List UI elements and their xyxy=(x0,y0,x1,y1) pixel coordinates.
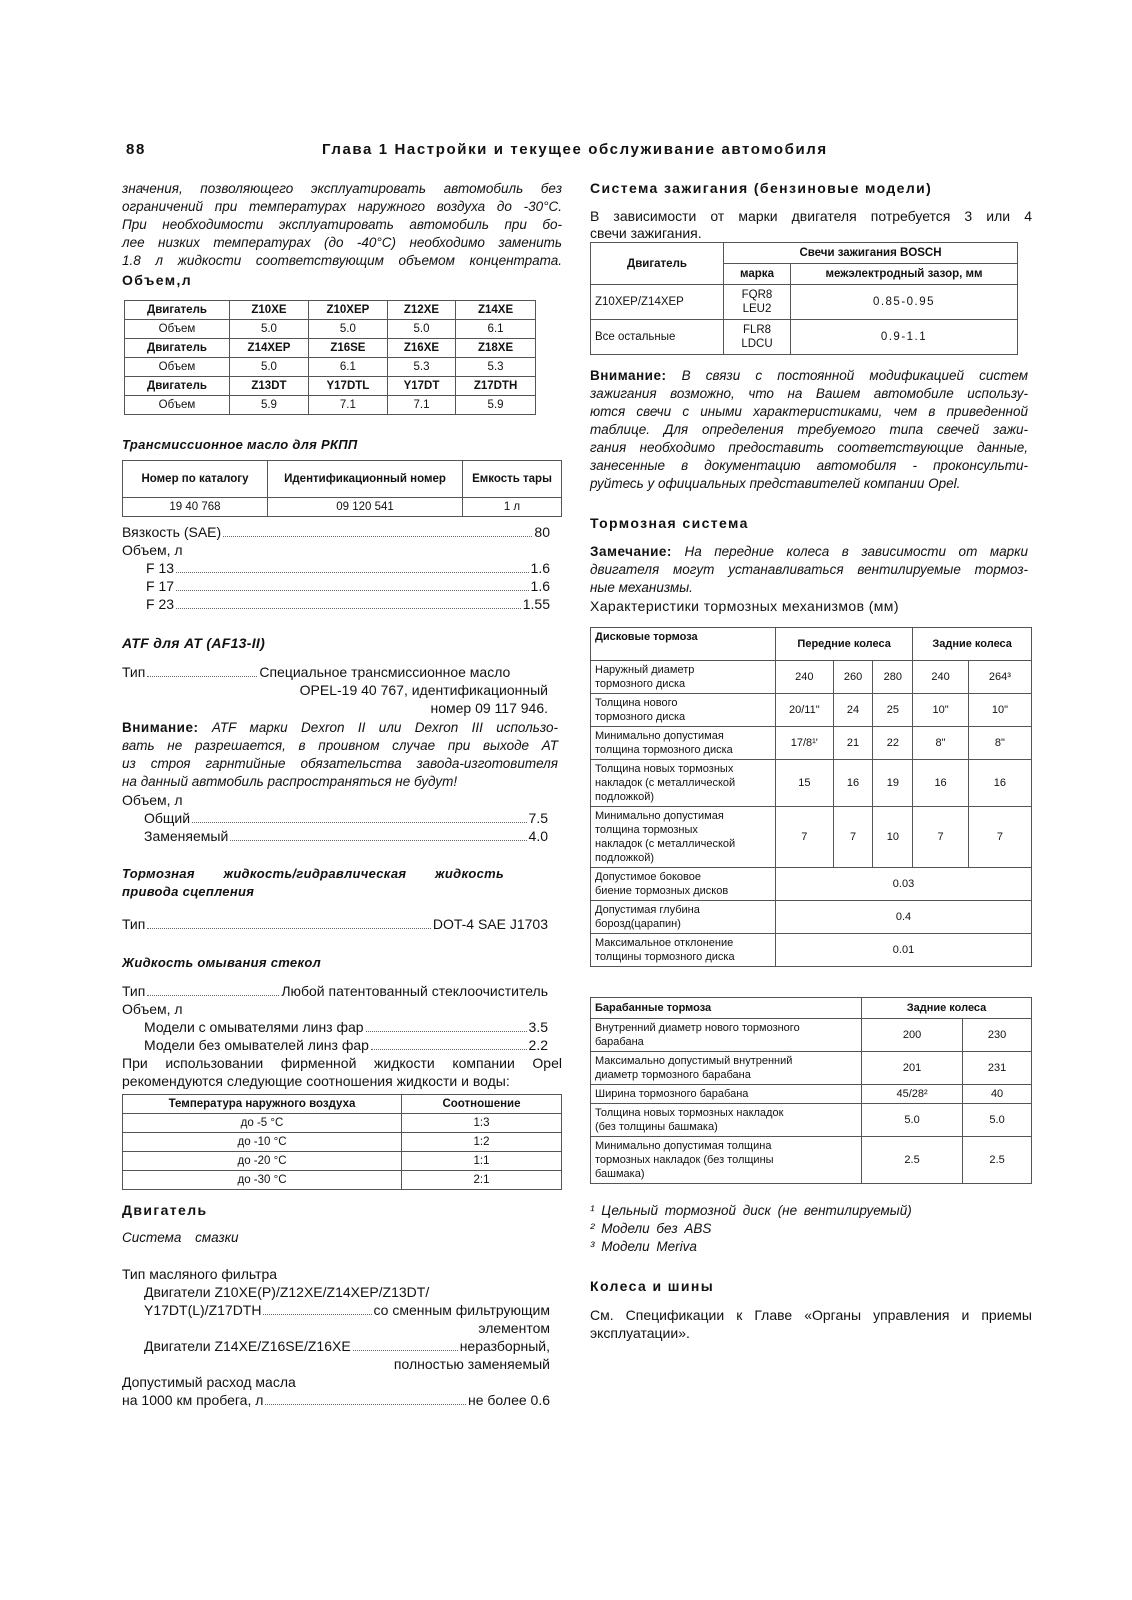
disc-value: 10" xyxy=(913,694,969,727)
th-engine: Двигатель xyxy=(591,243,724,285)
disc-value: 16 xyxy=(833,760,873,807)
param-line: тормозного диска xyxy=(595,678,686,690)
spark-plug-table xyxy=(590,242,1018,355)
drum-value: 5.0 xyxy=(963,1104,1032,1137)
volume-row-f13 xyxy=(122,559,550,577)
drum-value: 231 xyxy=(963,1052,1032,1085)
filter-line-value: со сменным фильтрующим xyxy=(373,1302,550,1318)
th-catalog: Номер по каталогу xyxy=(123,461,268,498)
disc-value: 0.01 xyxy=(776,934,1032,967)
engine-title: Двигатель xyxy=(122,1202,208,1218)
disc-value: 7 xyxy=(776,807,834,868)
table-row xyxy=(125,396,536,415)
disc-value: 240 xyxy=(776,661,834,694)
volume-cell: 6.1 xyxy=(456,320,536,339)
atf-type-block xyxy=(122,663,548,717)
param-line: Толщина нового xyxy=(595,697,678,709)
table-row xyxy=(591,901,1032,934)
disc-param-name xyxy=(591,901,776,934)
disc-value: 8" xyxy=(913,727,969,760)
filter-line: полностью заменяемый xyxy=(393,1356,550,1372)
param-line: диаметр тормозного барабана xyxy=(595,1069,751,1081)
drum-param-name xyxy=(591,1019,862,1052)
disc-value: 10" xyxy=(968,694,1031,727)
plug-engine: Z10XEP/Z14XEP xyxy=(591,285,724,320)
table-row xyxy=(125,320,536,339)
footnotes xyxy=(590,1202,1032,1256)
disc-value: 8" xyxy=(968,727,1031,760)
table-row xyxy=(591,1104,1032,1137)
param-line: Допустимая глубина xyxy=(595,904,700,916)
brake-fluid-type-row xyxy=(122,915,548,933)
washer-volumes xyxy=(122,1018,548,1054)
intro-paragraph xyxy=(122,180,562,270)
volume-row-value: 1.55 xyxy=(522,596,550,612)
oil-consumption-title: Допустимый расход масла xyxy=(122,1374,296,1390)
table-row xyxy=(123,1114,562,1133)
page-number: 88 xyxy=(126,141,146,158)
ratio-cell: 1:2 xyxy=(402,1133,562,1152)
engine-cell: Z16XE xyxy=(387,339,455,358)
viscosity-label: Вязкость (SAE) xyxy=(122,524,222,540)
drum-param-name xyxy=(591,1052,862,1085)
volume-row-value: 1.6 xyxy=(530,560,550,576)
trans-oil-title: Трансмиссионное масло для РКПП xyxy=(122,437,358,452)
volume-row-f17 xyxy=(122,577,550,595)
td-id: 09 120 541 xyxy=(268,498,463,517)
volume-cell: 5.3 xyxy=(387,358,455,377)
param-line: Максимальное отклонение xyxy=(595,937,734,949)
engine-cell: Z16SE xyxy=(308,339,387,358)
disc-param-name xyxy=(591,694,776,727)
plug-engine: Все остальные xyxy=(591,320,724,355)
note-label: Замечание: xyxy=(590,544,672,559)
drum-param-name xyxy=(591,1137,862,1184)
oil-filter-block xyxy=(122,1265,550,1409)
atf-volume-row-label: Общий xyxy=(144,810,191,826)
table-row xyxy=(123,1152,562,1171)
engine-cell: Z17DTH xyxy=(456,377,536,396)
volume-cell: 5.3 xyxy=(456,358,536,377)
washer-ratio-table xyxy=(122,1094,562,1190)
washer-volume-label xyxy=(122,1000,562,1018)
volume-row-label: F 23 xyxy=(146,596,175,612)
engine-cell: Z12XE xyxy=(387,301,455,320)
filter-line-label: Двигатели Z14XE/Z16SE/Z16XE xyxy=(144,1338,351,1354)
table-row xyxy=(591,727,1032,760)
viscosity-row xyxy=(122,523,550,541)
wheels-text xyxy=(590,1306,1032,1342)
washer-volume-row-label: Модели с омывателями линз фар xyxy=(144,1019,364,1035)
disc-value: 17/8¹' xyxy=(776,727,834,760)
ratio-cell: 2:1 xyxy=(402,1171,562,1190)
disc-value: 264³ xyxy=(968,661,1031,694)
text-line: См. Спецификации к Главе «Органы управления и приемы xyxy=(590,1307,1032,1323)
table-row xyxy=(591,1019,1032,1052)
text-line: ные механизмы. xyxy=(590,580,693,595)
param-line: Наружный диаметр xyxy=(595,664,695,676)
engine-cell: Z10XE xyxy=(230,301,309,320)
disc-param-name xyxy=(591,727,776,760)
drum-value: 200 xyxy=(862,1019,963,1052)
disc-value: 7 xyxy=(833,807,873,868)
ratio-cell: 1:1 xyxy=(402,1152,562,1171)
table-row xyxy=(125,301,536,320)
param-line: Минимально допустимая толщина xyxy=(595,1140,772,1152)
volume-label xyxy=(122,541,550,559)
footnote: ² Модели без ABS xyxy=(590,1221,712,1236)
param-line: Минимально допустимая xyxy=(595,810,724,822)
volume-cell: 5.9 xyxy=(456,396,536,415)
filter-type-label: Тип масляного фильтра xyxy=(122,1266,278,1282)
text-line: ются свечи с иными характеристиками, чем в приведенной xyxy=(590,404,1028,419)
text-line: Тормозная жидкость/гидравлическая жидкость xyxy=(122,866,504,881)
th-rear: Задние колеса xyxy=(913,628,1032,661)
text-line: руйтесь у официальных представителей компании Opel. xyxy=(590,476,961,491)
table-row xyxy=(591,661,1032,694)
disc-value: 7 xyxy=(913,807,969,868)
text-line: ограничений при температурах наружного воздуха до -30°C. xyxy=(122,199,562,214)
drum-value: 45/28² xyxy=(862,1085,963,1104)
text-line: значения, позволяющего эксплуатировать автомобиль без xyxy=(122,181,562,196)
engine-cell: Двигатель xyxy=(125,377,230,396)
atf-warning-label: Внимание: xyxy=(122,720,199,735)
table-row xyxy=(123,1133,562,1152)
drum-value: 2.5 xyxy=(963,1137,1032,1184)
volume-cell: 5.0 xyxy=(230,358,309,377)
disc-value: 22 xyxy=(873,727,913,760)
atf-volume-row-value: 4.0 xyxy=(528,828,548,844)
drum-brake-table xyxy=(590,997,1032,1184)
volume-cell: 5.0 xyxy=(230,320,309,339)
drum-value: 5.0 xyxy=(862,1104,963,1137)
ratio-cell: до -20 °C xyxy=(123,1152,402,1171)
volume-cell: Объем xyxy=(125,358,230,377)
param-line: Максимально допустимый внутренний xyxy=(595,1055,793,1067)
disc-value: 24 xyxy=(833,694,873,727)
washer-volume-label-text: Объем, л xyxy=(122,1001,183,1017)
oil-consumption-value: не более 0.6 xyxy=(468,1392,550,1408)
drum-param-name xyxy=(591,1085,862,1104)
text-line: свечи зажигания. xyxy=(590,225,702,241)
engine-cell: Двигатель xyxy=(125,339,230,358)
text-line: зажигания возможно, что на Вашем автомобиле использу- xyxy=(590,386,1028,401)
volume-label-text: Объем, л xyxy=(122,542,183,558)
table-row xyxy=(125,358,536,377)
disc-value: 25 xyxy=(873,694,913,727)
param-line: толщина тормозного диска xyxy=(595,744,733,756)
volume-cell: 5.9 xyxy=(230,396,309,415)
text-line: 1.8 л жидкости соответствующим объемом концентрата. xyxy=(122,253,562,268)
atf-volume-label: Объем, л xyxy=(122,792,183,808)
atf-volume-row-label: Заменяемый xyxy=(144,828,229,844)
text-line: При использовании фирменной жидкости компании Opel xyxy=(122,1055,562,1071)
engine-volume-table xyxy=(124,300,536,415)
param-line: толщины тормозного диска xyxy=(595,951,735,963)
ratio-cell: до -10 °C xyxy=(123,1133,402,1152)
text-line: В связи с постоянной модификацией систем xyxy=(681,368,1028,383)
th-disc: Дисковые тормоза xyxy=(591,628,776,661)
brake-fluid-type-label: Тип xyxy=(122,916,146,932)
param-line: Толщина новых тормозных xyxy=(595,763,734,775)
volume-cell: 5.0 xyxy=(308,320,387,339)
disc-brake-table xyxy=(590,627,1032,967)
washer-volume-row-value: 3.5 xyxy=(528,1019,548,1035)
engine-cell: Двигатель xyxy=(125,301,230,320)
drum-value: 201 xyxy=(862,1052,963,1085)
param-line: накладок (с металлической xyxy=(595,838,736,850)
th-plugs: Свечи зажигания BOSCH xyxy=(724,243,1018,264)
param-line: подложкой) xyxy=(595,852,655,864)
volume-cell: 7.1 xyxy=(387,396,455,415)
washer-note xyxy=(122,1054,562,1090)
viscosity-value: 80 xyxy=(534,524,550,540)
brake-fluid-title xyxy=(122,865,504,901)
plug-brand-line: FQR8 xyxy=(741,289,773,301)
right-column xyxy=(590,180,1032,1342)
atf-type-line: номер 09 117 946. xyxy=(430,700,548,716)
attention-label: Внимание: xyxy=(590,368,667,383)
text-line: привода сцепления xyxy=(122,884,255,899)
disc-value: 280 xyxy=(873,661,913,694)
disc-param-name xyxy=(591,760,776,807)
disc-param-name xyxy=(591,868,776,901)
param-line: башмака) xyxy=(595,1168,645,1180)
ignition-attention xyxy=(590,367,1028,493)
washer-title: Жидкость омывания стекол xyxy=(122,955,321,970)
param-line: борозд(царапин) xyxy=(595,918,681,930)
volume-row-f23 xyxy=(122,595,550,613)
brake-system-title: Тормозная система xyxy=(590,515,749,531)
footnote: ³ Модели Meriva xyxy=(590,1239,697,1254)
th-brand: марка xyxy=(724,264,791,285)
filter-line: Двигатели Z10XE(P)/Z12XE/Z14XEP/Z13DT/ xyxy=(144,1284,430,1300)
param-line: подложкой) xyxy=(595,791,655,803)
param-line: Ширина тормозного барабана xyxy=(595,1088,749,1100)
atf-warning xyxy=(122,719,558,791)
disc-value: 16 xyxy=(913,760,969,807)
table-row xyxy=(591,760,1032,807)
th-id: Идентификационный номер xyxy=(268,461,463,498)
engine-cell: Z18XE xyxy=(456,339,536,358)
volume-row-value: 1.6 xyxy=(530,578,550,594)
text-line: рекомендуются следующие соотношения жидкости и воды: xyxy=(122,1073,510,1089)
volume-row-label: F 13 xyxy=(146,560,175,576)
disc-value: 7 xyxy=(968,807,1031,868)
text-line: таблице. Для определения требуемого типа свечей зажи- xyxy=(590,422,1028,437)
engine-cell: Z14XEP xyxy=(230,339,309,358)
volume-row-label: F 17 xyxy=(146,578,175,594)
td-capacity: 1 л xyxy=(463,498,562,517)
param-line: Внутренний диаметр нового тормозного xyxy=(595,1022,800,1034)
disc-value: 0.03 xyxy=(776,868,1032,901)
table-row xyxy=(591,1137,1032,1184)
brake-fluid-type-value: DOT-4 SAE J1703 xyxy=(432,916,548,932)
disc-value: 19 xyxy=(873,760,913,807)
disc-param-name xyxy=(591,807,776,868)
disc-value: 260 xyxy=(833,661,873,694)
brake-note xyxy=(590,543,1028,597)
volume-cell: Объем xyxy=(125,320,230,339)
atf-type-label: Тип xyxy=(122,664,146,680)
text-line: лее низких температурах (до -40°C) необходимо заменить xyxy=(122,235,562,250)
brake-spec-line: Характеристики тормозных механизмов (мм) xyxy=(590,598,899,614)
ratio-header: Соотношение xyxy=(402,1095,562,1114)
plug-brand-line: LEU2 xyxy=(742,303,772,315)
text-line: на данный автмобиль распространяться не будут! xyxy=(122,774,458,789)
footnote: ¹ Цельный тормозной диск (не вентилируемый) xyxy=(590,1203,912,1218)
filter-line: элементом xyxy=(478,1320,550,1336)
table-row xyxy=(123,1171,562,1190)
washer-type-value: Любой патентованный стеклоочиститель xyxy=(281,983,548,999)
table-row xyxy=(591,1085,1032,1104)
text-line: При необходимости эксплуатировать автомобиль при бо- xyxy=(122,217,562,232)
table-row xyxy=(591,934,1032,967)
table-row xyxy=(125,377,536,396)
disc-value: 240 xyxy=(913,661,969,694)
volume-cell: 6.1 xyxy=(308,358,387,377)
th-drum-rear: Задние колеса xyxy=(862,998,1032,1019)
param-line: Минимально допустимая xyxy=(595,730,724,742)
text-line: эксплуатации». xyxy=(590,1325,690,1341)
disc-value: 0.4 xyxy=(776,901,1032,934)
table-row xyxy=(591,807,1032,868)
text-line: занесенные в документацию автомобиля - проконсульти- xyxy=(590,458,1028,473)
disc-value: 10 xyxy=(873,807,913,868)
param-line: Толщина новых тормозных накладок xyxy=(595,1107,784,1119)
th-gap: межэлектродный зазор, мм xyxy=(791,264,1018,285)
chapter-title: Глава 1 Настройки и текущее обслуживание автомобиля xyxy=(322,141,828,158)
ignition-title: Система зажигания (бензиновые модели) xyxy=(590,180,933,196)
text-line: На передние колеса в зависимости от марки xyxy=(684,544,1028,559)
param-line: накладок (с металлической xyxy=(595,777,736,789)
drum-param-name xyxy=(591,1104,862,1137)
ratio-cell: 1:3 xyxy=(402,1114,562,1133)
table-row xyxy=(125,339,536,358)
engine-cell: Z14XE xyxy=(456,301,536,320)
engine-cell: Z13DT xyxy=(230,377,309,396)
disc-value: 21 xyxy=(833,727,873,760)
plug-brand xyxy=(724,320,791,355)
disc-value: 15 xyxy=(776,760,834,807)
washer-type-row xyxy=(122,982,548,1000)
oil-consumption-label: на 1000 км пробега, л xyxy=(122,1392,264,1408)
engine-cell: Y17DT xyxy=(387,377,455,396)
filter-line-label: Y17DT(L)/Z17DTH xyxy=(144,1302,262,1318)
table-row xyxy=(591,1052,1032,1085)
text-line: вать не разрешается, в проивном случае при выходе AT xyxy=(122,738,558,753)
volume-cell: Объем xyxy=(125,396,230,415)
lube-title: Система смазки xyxy=(122,1230,239,1245)
th-front: Передние колеса xyxy=(776,628,913,661)
text-line: гания необходимо предоставить соответствующие данные, xyxy=(590,440,1028,455)
disc-param-name xyxy=(591,934,776,967)
wheels-title: Колеса и шины xyxy=(590,1278,715,1294)
table-header-row xyxy=(123,1095,562,1114)
washer-volume-row-value: 2.2 xyxy=(528,1037,548,1053)
param-line: Допустимое боковое xyxy=(595,871,701,883)
disc-param-name xyxy=(591,661,776,694)
param-line: тормозных накладок (без толщины xyxy=(595,1154,774,1166)
ratio-cell: до -30 °C xyxy=(123,1171,402,1190)
drum-value: 230 xyxy=(963,1019,1032,1052)
text-line: из строя гарнтийные обязательства завода-изготовителя xyxy=(122,756,558,771)
ignition-text xyxy=(590,208,1032,242)
table-row xyxy=(591,868,1032,901)
ratio-cell: до -5 °C xyxy=(123,1114,402,1133)
drum-value: 2.5 xyxy=(862,1137,963,1184)
volume-cell: 5.0 xyxy=(387,320,455,339)
text-line: двигателя могут устанавливаться вентилируемые тормоз- xyxy=(590,562,1028,577)
left-column xyxy=(122,180,562,1409)
th-drum: Барабанные тормоза xyxy=(591,998,862,1019)
atf-volume-row-value: 7.5 xyxy=(528,810,548,826)
param-line: (без толщины башмака) xyxy=(595,1121,718,1133)
plug-gap: 0.85-0.95 xyxy=(791,285,1018,320)
param-line: тормозного диска xyxy=(595,711,686,723)
volume-cell: 7.1 xyxy=(308,396,387,415)
plug-gap: 0.9-1.1 xyxy=(791,320,1018,355)
atf-type-line: OPEL-19 40 767, идентификационный xyxy=(299,682,548,698)
atf-volume-block xyxy=(122,791,548,845)
plug-brand-line: FLR8 xyxy=(742,324,772,336)
engine-cell: Y17DTL xyxy=(308,377,387,396)
disc-value: 16 xyxy=(968,760,1031,807)
param-line: барабана xyxy=(595,1036,644,1048)
washer-volume-row-label: Модели без омывателей линз фар xyxy=(144,1037,369,1053)
th-capacity: Емкость тары xyxy=(463,461,562,498)
text-line: В зависимости от марки двигателя потребуется 3 или 4 xyxy=(590,208,1032,224)
washer-type-label: Тип xyxy=(122,983,146,999)
param-line: толщина тормозных xyxy=(595,824,698,836)
plug-brand xyxy=(724,285,791,320)
volume-title: Объем,л xyxy=(122,272,193,288)
trans-oil-table xyxy=(122,460,562,517)
param-line: биение тормозных дисков xyxy=(595,885,729,897)
text-line: ATF марки Dexron II или Dexron III использо- xyxy=(211,720,558,735)
table-row xyxy=(591,694,1032,727)
disc-value: 20/11" xyxy=(776,694,834,727)
atf-type-line: Специальное трансмиссионное масло xyxy=(259,664,511,680)
trans-oil-specs xyxy=(122,523,550,613)
engine-cell: Z10XEP xyxy=(308,301,387,320)
drum-value: 40 xyxy=(963,1085,1032,1104)
atf-title: ATF для AT (AF13-II) xyxy=(122,635,266,651)
td-catalog: 19 40 768 xyxy=(123,498,268,517)
plug-brand-line: LDCU xyxy=(741,338,773,350)
ratio-header: Температура наружного воздуха xyxy=(123,1095,402,1114)
filter-line-value: неразборный, xyxy=(459,1338,550,1354)
